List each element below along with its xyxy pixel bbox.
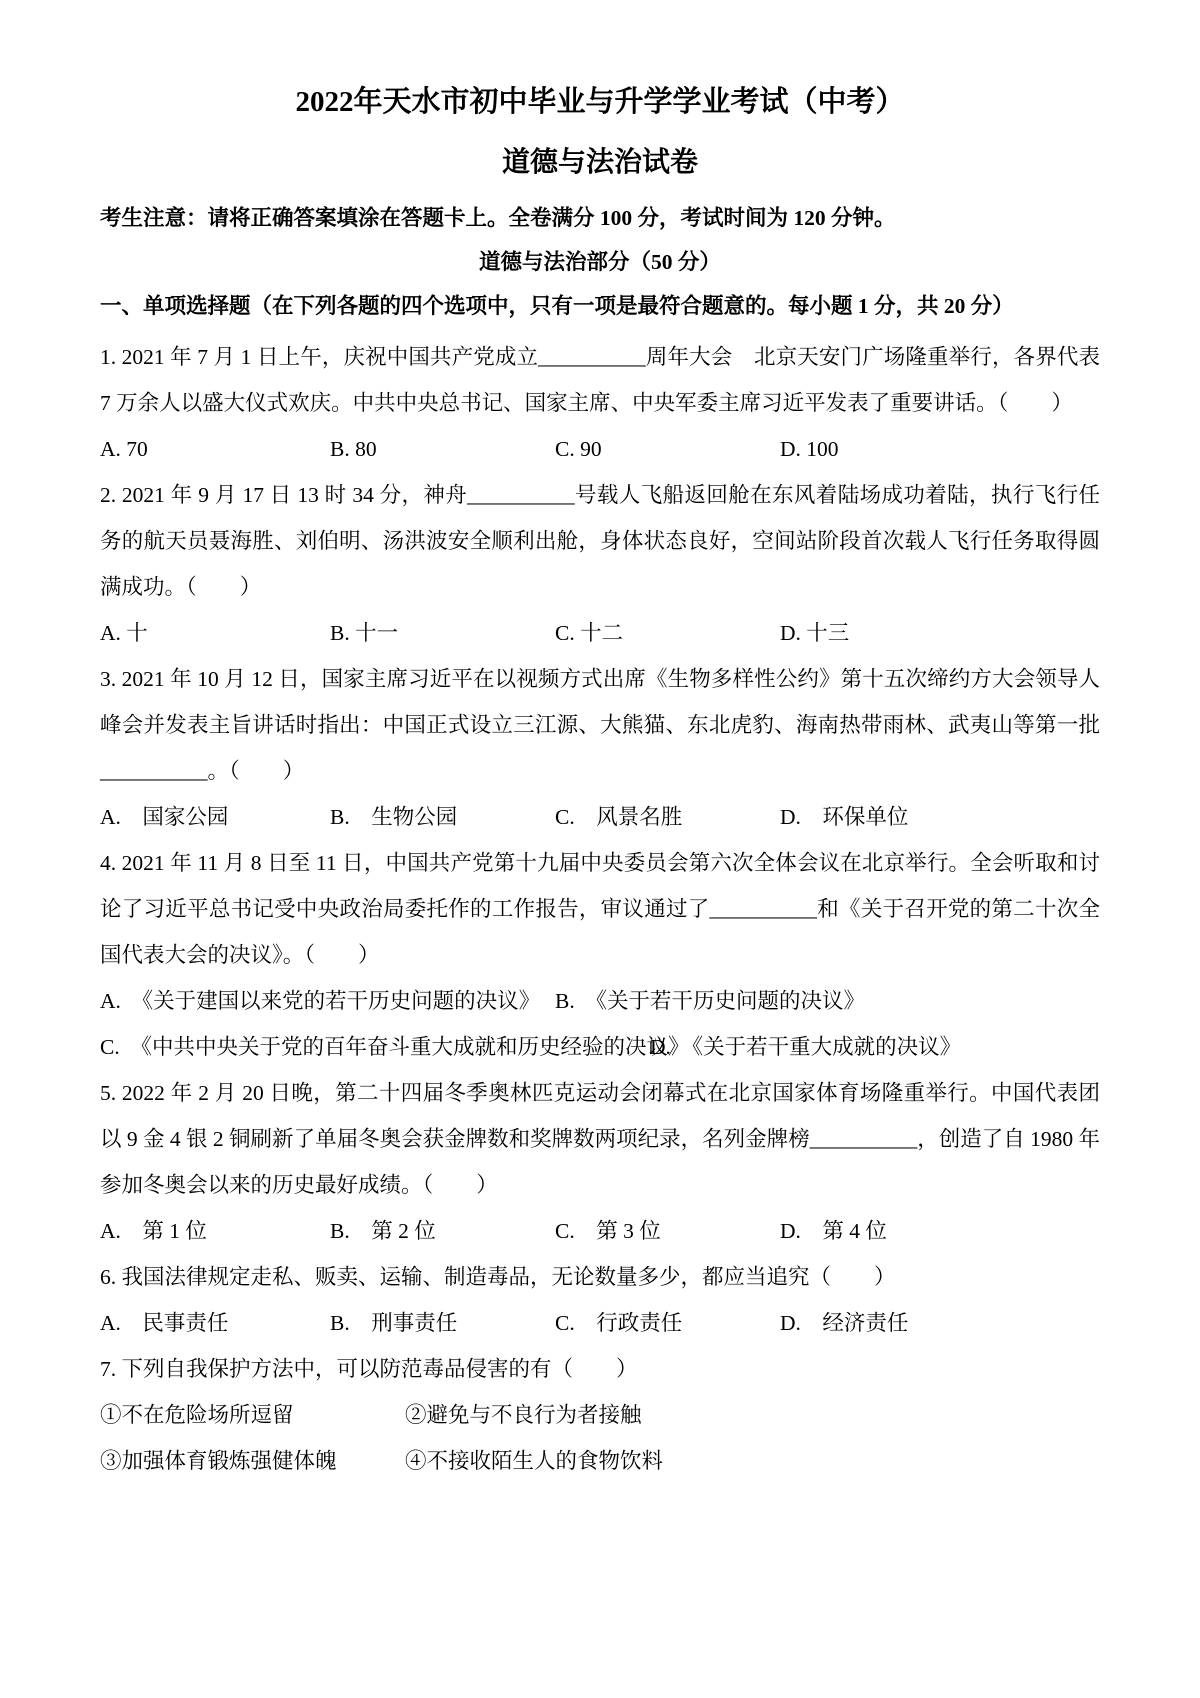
question-3-option-b: B. 生物公园 xyxy=(330,805,458,829)
question-5-option-d: D. 第 4 位 xyxy=(780,1219,887,1243)
question-1-options xyxy=(100,426,1100,472)
question-5-options xyxy=(100,1208,1100,1254)
part-one-heading: 一、单项选择题（在下列各题的四个选项中，只有一项是最符合题意的。每小题 1 分，共 20 分） xyxy=(100,294,1014,318)
question-5-stem: 5. 2022 年 2 月 20 日晚，第二十四届冬季奥林匹克运动会闭幕式在北京国家体育场隆重举行。中国代表团以 9 金 4 银 2 铜刷新了单届冬奥会获金牌数和奖牌数两项纪录，名列金牌榜__________，创造了自 1980 年参加冬奥会以来的历史最好成绩。（ ） xyxy=(100,1081,1100,1197)
question-6-options xyxy=(100,1300,1100,1346)
question-5-option-c: C. 第 3 位 xyxy=(555,1219,661,1243)
question-7-item-2: ②避免与不良行为者接触 xyxy=(405,1403,642,1427)
question-4-stem: 4. 2021 年 11 月 8 日至 11 日，中国共产党第十九届中央委员会第六次全体会议在北京举行。全会听取和讨论了习近平总书记受中央政治局委托作的工作报告，审议通过了__________和《关于召开党的第二十次全国代表大会的决议》。（ ） xyxy=(100,851,1100,967)
candidate-notice: 考生注意：请将正确答案填涂在答题卡上。全卷满分 100 分，考试时间为 120 分钟。 xyxy=(100,206,896,230)
question-3-option-d: D. 环保单位 xyxy=(780,805,909,829)
question-1-option-d: D. 100 xyxy=(780,437,839,461)
question-2-stem: 2. 2021 年 9 月 17 日 13 时 34 分，神舟__________号载人飞船返回舱在东风着陆场成功着陆，执行飞行任务的航天员聂海胜、刘伯明、汤洪波安全顺利出舱，身体状态良好，空间站阶段首次载人飞行任务取得圆满成功。（ ） xyxy=(100,483,1100,599)
question-7-item-3: ③加强体育锻炼强健体魄 xyxy=(100,1449,337,1473)
section-heading: 道德与法治部分（50 分） xyxy=(479,250,721,274)
question-7-items-row-1 xyxy=(100,1392,1100,1438)
question-2-option-a: A. 十 xyxy=(100,621,148,645)
question-4-option-a: A. 《关于建国以来党的若干历史问题的决议》 xyxy=(100,989,541,1013)
question-7 xyxy=(100,1346,1100,1484)
question-2-option-c: C. 十二 xyxy=(555,621,624,645)
question-4-option-d: D. 《关于若干重大成就的决议》 xyxy=(650,1035,962,1059)
exam-subtitle: 道德与法治试卷 xyxy=(501,147,698,178)
question-4 xyxy=(100,840,1100,1070)
exam-title: 2022年天水市初中毕业与升学学业考试（中考） xyxy=(295,86,905,118)
question-3-option-a: A. 国家公园 xyxy=(100,805,229,829)
question-4-option-b: B. 《关于若干历史问题的决议》 xyxy=(555,989,865,1013)
question-1 xyxy=(100,334,1100,472)
question-2-option-b: B. 十一 xyxy=(330,621,399,645)
question-3-options xyxy=(100,794,1100,840)
question-7-item-1: ①不在危险场所逗留 xyxy=(100,1403,294,1427)
question-1-option-b: B. 80 xyxy=(330,437,377,461)
question-6-option-d: D. 经济责任 xyxy=(780,1311,909,1335)
question-4-options-row-2 xyxy=(100,1024,1100,1070)
question-5-option-a: A. 第 1 位 xyxy=(100,1219,207,1243)
question-3-option-c: C. 风景名胜 xyxy=(555,805,683,829)
question-6-option-c: C. 行政责任 xyxy=(555,1311,683,1335)
question-1-option-c: C. 90 xyxy=(555,437,602,461)
question-7-items-row-2 xyxy=(100,1438,1100,1484)
question-2-option-d: D. 十三 xyxy=(780,621,850,645)
question-7-item-4: ④不接收陌生人的食物饮料 xyxy=(405,1449,664,1473)
question-3-stem: 3. 2021 年 10 月 12 日，国家主席习近平在以视频方式出席《生物多样性公约》第十五次缔约方大会领导人峰会并发表主旨讲话时指出：中国正式设立三江源、大熊猫、东北虎豹、海南热带雨林、武夷山等第一批__________。（ ） xyxy=(100,667,1100,783)
question-5 xyxy=(100,1070,1100,1254)
question-2-options xyxy=(100,610,1100,656)
question-1-stem: 1. 2021 年 7 月 1 日上午，庆祝中国共产党成立__________周年大会 北京天安门广场隆重举行，各界代表 7 万余人以盛大仪式欢庆。中共中央总书记、国家主席、中央军委主席习近平发表了重要讲话。（ ） xyxy=(100,345,1100,415)
question-5-option-b: B. 第 2 位 xyxy=(330,1219,436,1243)
question-6 xyxy=(100,1254,1100,1346)
question-4-option-c: C. 《中共中央关于党的百年奋斗重大成就和历史经验的决议》 xyxy=(100,1035,690,1059)
question-2 xyxy=(100,472,1100,656)
question-4-options-row-1 xyxy=(100,978,1100,1024)
question-6-option-a: A. 民事责任 xyxy=(100,1311,229,1335)
question-1-option-a: A. 70 xyxy=(100,437,148,461)
question-6-stem: 6. 我国法律规定走私、贩卖、运输、制造毒品，无论数量多少，都应当追究（ ） xyxy=(100,1265,896,1289)
question-6-option-b: B. 刑事责任 xyxy=(330,1311,458,1335)
question-3 xyxy=(100,656,1100,840)
question-7-stem: 7. 下列自我保护方法中，可以防范毒品侵害的有（ ） xyxy=(100,1357,638,1381)
